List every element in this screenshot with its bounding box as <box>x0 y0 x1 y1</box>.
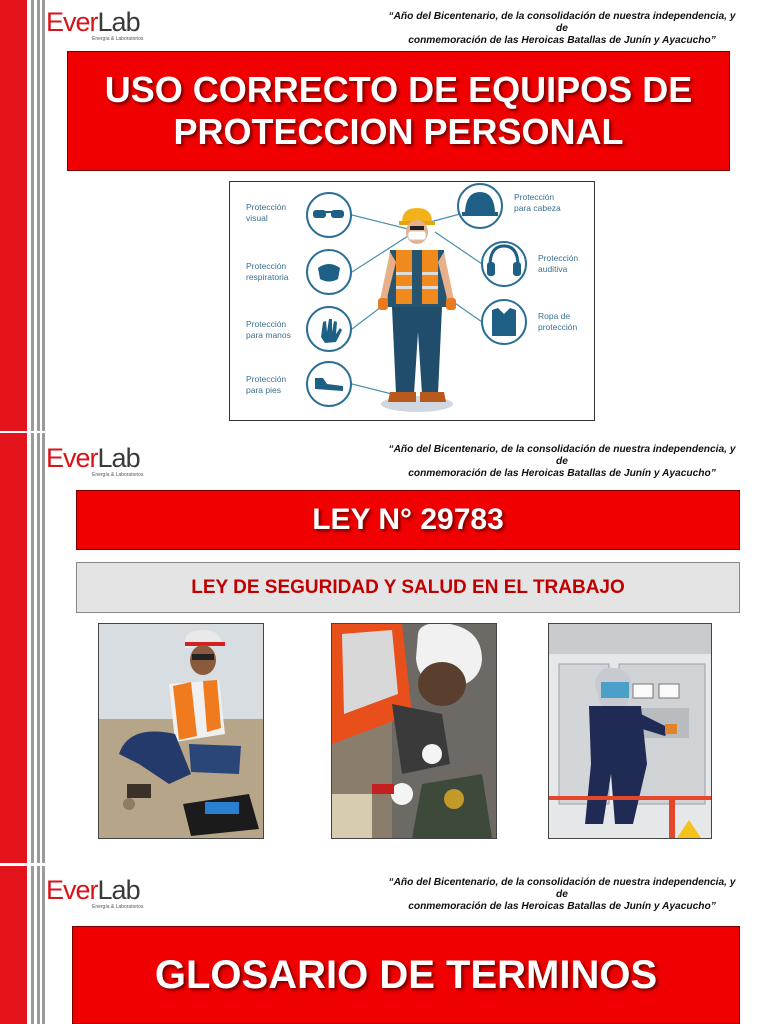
label-manos-1: Protección <box>246 319 287 329</box>
slide-subtitle: LEY DE SEGURIDAD Y SALUD EN EL TRABAJO <box>76 562 740 613</box>
logo-lab: Lab <box>97 7 140 37</box>
logo-tagline: Energía & Laboratorios <box>92 904 144 910</box>
slide-2 <box>0 433 768 863</box>
label-visual-2: visual <box>246 213 268 223</box>
label-cabeza-2: para cabeza <box>514 203 561 213</box>
label-ropa-1: Ropa de <box>538 311 571 321</box>
gray-side-line <box>42 433 45 863</box>
motto-line-1: “Año del Bicentenario, de la consolidación de nuestra independencia, y de <box>388 11 736 34</box>
label-cabeza-1: Protección <box>514 192 555 202</box>
logo-ever: Ever <box>46 875 98 905</box>
label-ropa-2: protección <box>538 322 578 332</box>
logo-lab: Lab <box>97 875 140 905</box>
gray-side-line <box>31 0 34 431</box>
red-side-stripe <box>0 433 27 863</box>
red-side-stripe <box>0 0 27 431</box>
label-visual-1: Protección <box>246 202 287 212</box>
worker-arc-suit-photo <box>548 623 712 839</box>
gray-side-line <box>31 866 34 1024</box>
header-motto <box>382 444 742 480</box>
gray-side-line <box>42 0 45 431</box>
motto-line-1: “Año del Bicentenario, de la consolidación de nuestra independencia, y de <box>388 444 736 467</box>
everlab-logo <box>46 876 156 914</box>
slide-3 <box>0 866 768 1024</box>
label-auditiva-2: auditiva <box>538 264 568 274</box>
motto-line-1: “Año del Bicentenario, de la consolidación de nuestra independencia, y de <box>388 877 736 900</box>
gray-side-line <box>31 433 34 863</box>
label-resp-1: Protección <box>246 261 287 271</box>
red-side-stripe <box>0 866 27 1024</box>
gray-side-line <box>37 0 40 431</box>
logo-lab: Lab <box>97 443 140 473</box>
title-line-2: PROTECCION PERSONAL <box>173 111 624 152</box>
motto-line-2: conmemoración de las Heroicas Batallas de Junín y Ayacucho” <box>408 901 716 912</box>
ppe-diagram <box>230 182 594 420</box>
slide-title: LEY N° 29783 <box>76 490 740 550</box>
slide-title <box>67 51 730 171</box>
gray-side-line <box>42 866 45 1024</box>
motto-line-2: conmemoración de las Heroicas Batallas de Junín y Ayacucho” <box>408 468 716 479</box>
ppe-infographic <box>229 181 595 421</box>
worker-kneeling-photo <box>98 623 264 839</box>
slide-title: GLOSARIO DE TERMINOS <box>72 926 740 1024</box>
label-auditiva-1: Protección <box>538 253 579 263</box>
title-line-1: USO CORRECTO DE EQUIPOS DE <box>104 69 693 110</box>
logo-tagline: Energía & Laboratorios <box>92 472 144 478</box>
logo-tagline: Energía & Laboratorios <box>92 36 144 42</box>
label-pies-1: Protección <box>246 374 287 384</box>
label-manos-2: para manos <box>246 330 291 340</box>
everlab-logo <box>46 8 156 46</box>
gray-side-line <box>37 866 40 1024</box>
motto-line-2: conmemoración de las Heroicas Batallas de Junín y Ayacucho” <box>408 35 716 46</box>
shoe-icon <box>307 362 351 406</box>
label-pies-2: para pies <box>246 385 281 395</box>
logo-ever: Ever <box>46 7 98 37</box>
everlab-logo <box>46 444 156 482</box>
gray-side-line <box>37 433 40 863</box>
header-motto <box>382 11 742 47</box>
header-motto <box>382 877 742 913</box>
logo-ever: Ever <box>46 443 98 473</box>
label-resp-2: respiratoria <box>246 272 289 282</box>
worker-valve-photo <box>331 623 497 839</box>
slide-1 <box>0 0 768 431</box>
